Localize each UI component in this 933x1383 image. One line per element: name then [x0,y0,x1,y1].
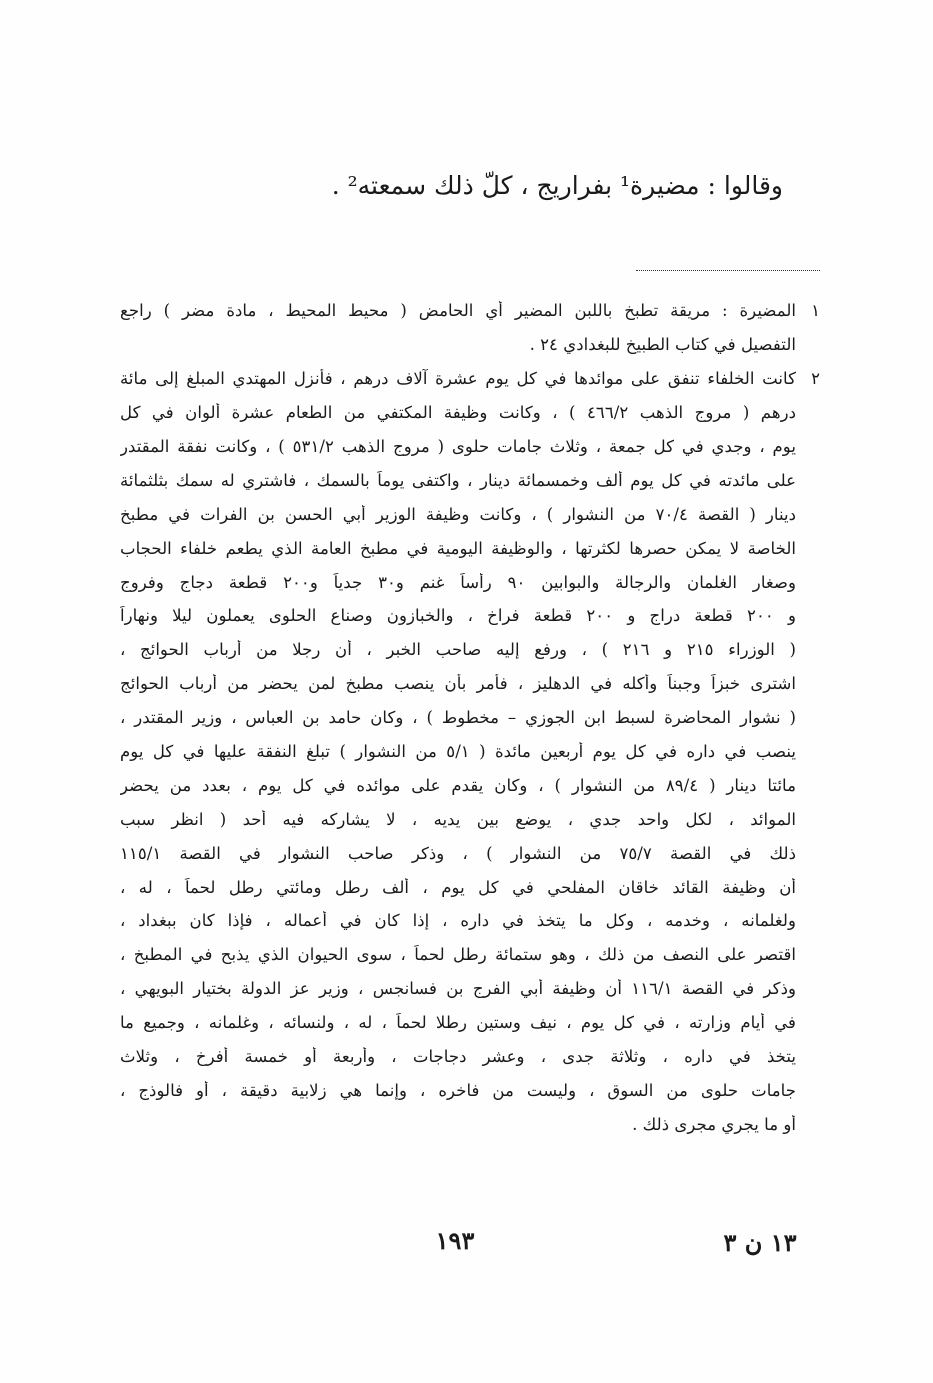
footnote-line [120,802,820,836]
footnote-text: يوم ، وجدي في كل جمعة ، وثلاث جامات حلوى ( مروج الذهب ٥٣١/٢ ) ، وكانت نفقة المقتدر [120,437,796,456]
footnote-text: و ٢٠٠ قطعة دراج و ٢٠٠ قطعة فراخ ، والخبازون وصناع الحلوى يعملون ليلا ونهاراً [120,606,796,626]
footnote-line [120,565,820,599]
footnote-text: يتخذ في داره ، وثلاثة جدى ، وعشر دجاجات ، وأربعة أو خمسة أفرخ ، وثلاث [120,1047,796,1067]
footnote-text: أو ما يجري مجرى ذلك . [632,1114,796,1134]
footnote-line [120,667,820,701]
footnote-text: المضيرة : مريقة تطبخ باللبن المضير أي الحامض ( محيط المحيط ، مادة مضر ) راجع [120,301,796,321]
footnote-text: على مائدته في كل يوم ألف وخمسمائة دينار ، واكتفى يوماً بالسمك ، فاشتري له سمك بثلثمائة [120,470,796,490]
footnote-text: ولغلمانه ، وخدمه ، وكل ما يتخذ في داره ، إذا كان في أعماله ، فإذا كان ببغداد ، [120,911,796,931]
footnotes [120,294,820,1141]
footnote-line [120,1006,820,1040]
footnote-line [120,497,820,531]
footnote-text: مائتا دينار ( ٨٩/٤ من النشوار ) ، وكان يقدم على موائده في كل يوم ، بعدد من يحضر [120,775,796,795]
footnote-text: وذكر في القصة ١١٦/١ أن وظيفة أبي الفرج بن فسانجس ، وزير عز الدولة بختيار البويهي ، [120,979,796,999]
footnote-line [120,1107,820,1141]
footnote-text: ذلك في القصة ٧٥/٧ من النشوار ) ، وذكر صاحب النشوار في القصة ١١٥/١ [120,843,796,863]
footnote-text: اشترى خبزاً وجبناً وأكله في الدهليز ، فأمر بأن ينصب مطبخ لمن يحضر من أرباب الحوائج [120,674,796,694]
footnote-line [120,768,820,802]
footnote-text: جامات حلوى من السوق ، وليست من فاخره ، وإنما هي زلابية دقيقة ، أو فالوذج ، [120,1080,796,1100]
footnote-line [120,735,820,769]
footnote-text: التفصيل في كتاب الطبيخ للبغدادي ٢٤ . [529,335,796,355]
footnote-line [120,396,820,430]
footnote-text: الخاصة لا يمكن حصرها لكثرتها ، والوظيفة اليومية في مطبخ العامة الذي يطعم خلفاء الحجاب [120,538,796,558]
footnote-line [120,430,820,464]
footnote-text: الموائد ، لكل واحد جدي ، يوضع بين يديه ، لا يشاركه فيه أحد ( انظر سبب [120,809,796,829]
footnote-text: درهم ( مروج الذهب ٤٦٦/٢ ) ، وكانت وظيفة المكتفي من الطعام عشرة ألوان في كل [120,403,796,423]
footnote-line [120,599,820,633]
footnote-number: ٢ [811,369,820,389]
main-text-line: وقالوا : مضيرة¹ بفراريج ، كلّ ذلك سمعته² . [331,171,783,200]
footnote-line [120,836,820,870]
footnote-line [120,870,820,904]
footnote-text: دينار ( القصة ٧٠/٤ من النشوار ) ، وكانت وظيفة الوزير أبي الحسن بن الفرات في مطبخ [120,504,796,524]
footnote-text: ( الوزراء ٢١٥ و ٢١٦ ) ، ورفع إليه صاحب الخبر ، أن رجلا من أرباب الحوائج ، [120,640,796,660]
footnote-text: أن وظيفة القائد خاقان المفلحي في كل يوم ، ألف رطل ومائتي رطل لحماً ، له ، [120,877,796,897]
footnote-text: في أيام وزارته ، في كل يوم ، نيف وستين رطلا لحماً ، له ، ولنسائه ، وغلمانه ، وجميع ما [120,1013,796,1033]
footnote-line [120,1073,820,1107]
footnote-separator [636,270,820,271]
footnote-text: اقتصر على النصف من ذلك ، وهو ستمائة رطل لحماً ، سوى الحيوان الذي يذبح في المطبخ ، [120,945,796,965]
footnote-text: ينصب في داره في كل يوم أربعين مائدة ( ٥/١ من النشوار ) تبلغ النفقة عليها في كل يوم [120,742,796,762]
footnote-line [120,531,820,565]
footnote-line [120,1040,820,1074]
footnote-text: وصغار الغلمان والرجالة والبوابين ٩٠ رأساً غنم و٣٠ جدياً و٢٠٠ قطعة دجاج وفروج [120,572,796,592]
footnote-line [120,972,820,1006]
page-number: ١٩٣ [435,1226,475,1255]
footnote-text: ( نشوار المحاضرة لسبط ابن الجوزي – مخطوط ) ، وكان حامد بن العباس ، وزير المقتدر ، [120,708,796,728]
footnote-text: كانت الخلفاء تنفق على موائدها في كل يوم عشرة آلاف درهم ، فأنزل المهتدي المبلغ إلى مائة [120,369,796,389]
footnote-line [120,294,820,328]
footnote-number: ١ [811,301,820,321]
printer-signature: ١٣ ن ٣ [723,1228,797,1257]
footnote-line [120,463,820,497]
footnote-line [120,904,820,938]
footnote-line [120,633,820,667]
footnote-line [120,938,820,972]
footnote-line [120,701,820,735]
footnote-line [120,328,820,362]
footnote-line [120,362,820,396]
